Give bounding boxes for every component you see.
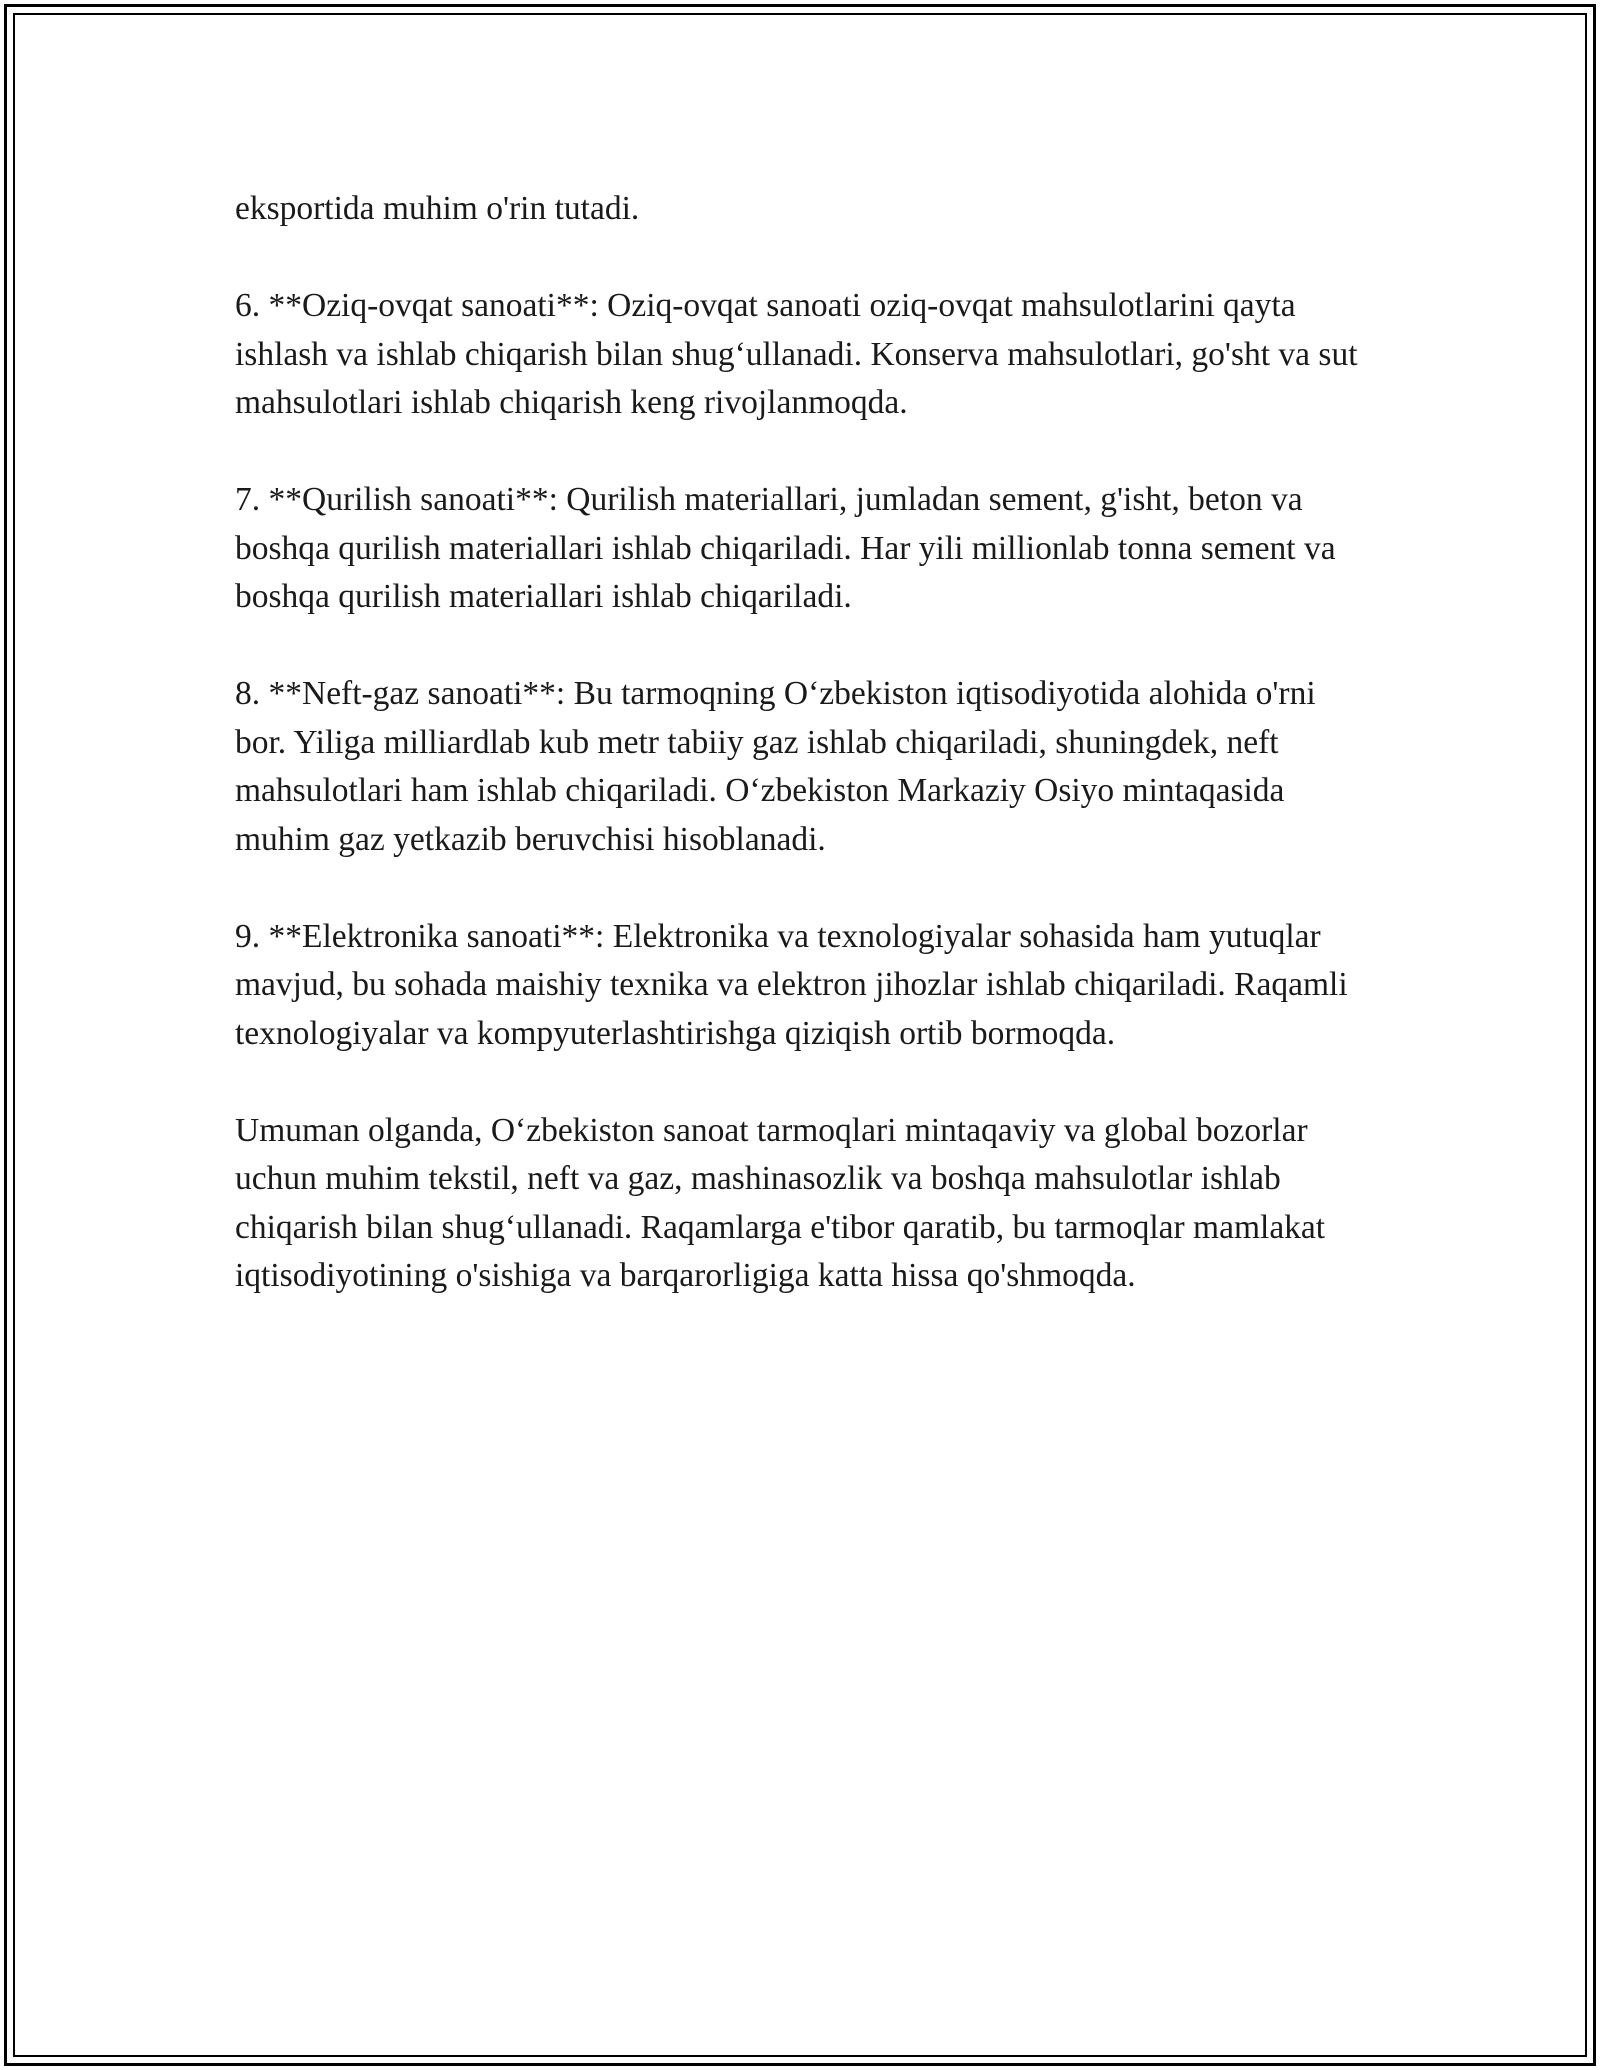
paragraph-oil-gas-industry: 8. **Neft-gaz sanoati**: Bu tarmoqning O‘zbekiston iqtisodiyotida alohida o'rni bor. Yiliga milliardlab kub metr tabiiy gaz ishlab chiqariladi, shuningdek, neft mahsulotlari ham ishlab chiqariladi. O‘zbekiston Markaziy Osiyo mintaqasida muhim gaz yetkazib beruvchisi hisoblanadi. [235,675,1316,858]
paragraph-conclusion: Umuman olganda, O‘zbekiston sanoat tarmoqlari mintaqaviy va global bozorlar uchun muhim tekstil, neft va gaz, mashinasozlik va boshqa mahsulotlar ishlab chiqarish bilan shug‘ullanadi. Raqamlarga e'tibor qaratib, bu tarmoqlar mamlakat iqtisodiyotining o'sishiga va barqarorligiga katta hissa qo'shmoqda. [235,1111,1326,1294]
paragraph-continuation: eksportida muhim o'rin tutadi. [235,190,640,227]
paragraph-food-industry: 6. **Oziq-ovqat sanoati**: Oziq-ovqat sanoati oziq-ovqat mahsulotlarini qayta ishlash va ishlab chiqarish bilan shug‘ullanadi. Konserva mahsulotlari, go'sht va sut mahsulotlari ishlab chiqarish keng rivojlanmoqda. [235,287,1358,421]
paragraph-electronics-industry: 9. **Elektronika sanoati**: Elektronika va texnologiyalar sohasida ham yutuqlar mavjud, bu sohada maishiy texnika va elektron jihozlar ishlab chiqariladi. Raqamli texnologiyalar va kompyuterlashtirishga qiziqish ortib bormoqda. [235,917,1348,1052]
paragraph-construction-industry: 7. **Qurilish sanoati**: Qurilish materiallari, jumladan sement, g'isht, beton va boshqa qurilish materiallari ishlab chiqariladi. Har yili millionlab tonna sement va boshqa qurilish materiallari ishlab chiqariladi. [235,481,1336,615]
document-body [235,185,1375,1349]
